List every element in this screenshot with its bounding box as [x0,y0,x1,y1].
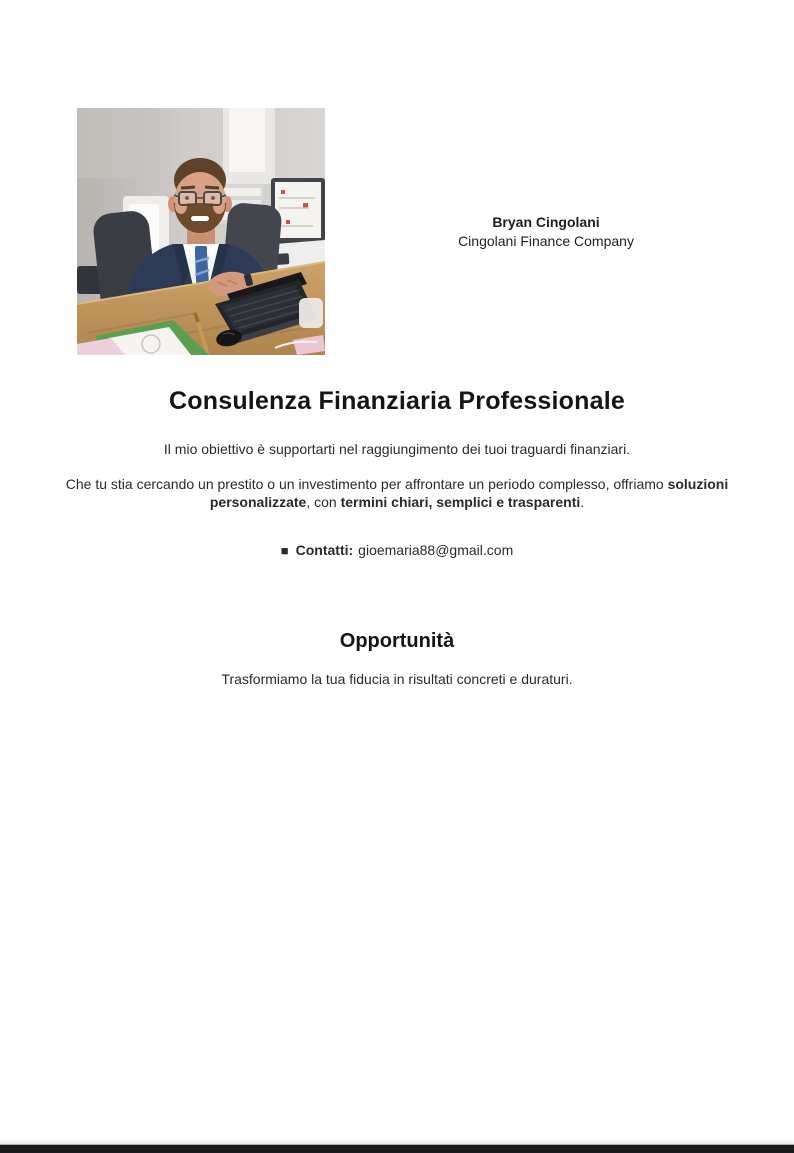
profile-photo [77,108,325,355]
pitch-bold-1: soluzioni personalizzate [209,476,729,510]
contact-line [0,541,794,560]
section-text: Trasformiamo la tua fiducia in risultati concreti e duraturi. [221,671,573,687]
contact-email: gioemaria88@gmail.com [358,542,514,558]
profile-name: Bryan Cingolani [492,214,600,230]
intro-text: Il mio obiettivo è supportarti nel raggiungimento dei tuoi traguardi finanziari. [163,441,631,457]
pitch-text [47,476,747,511]
profile-name-block [396,213,696,251]
square-bullet-icon: ■ [280,543,289,558]
profile-company: Cingolani Finance Company [458,233,634,249]
pitch-segment-3: . [580,493,585,510]
pitch-segment-1: Che tu stia cercando un prestito o un investimento per affrontare un periodo complesso, offriamo [65,476,668,492]
office-portrait-illustration [77,108,325,355]
pitch-bold-2: termini chiari, semplici e trasparenti [340,493,581,510]
contact-label: Contatti: [295,542,354,558]
pitch-segment-2: , con [306,493,341,510]
bottom-bar [0,1144,794,1153]
section-title: Opportunità [339,630,455,652]
page-title: Consulenza Finanziaria Professionale [169,387,625,415]
